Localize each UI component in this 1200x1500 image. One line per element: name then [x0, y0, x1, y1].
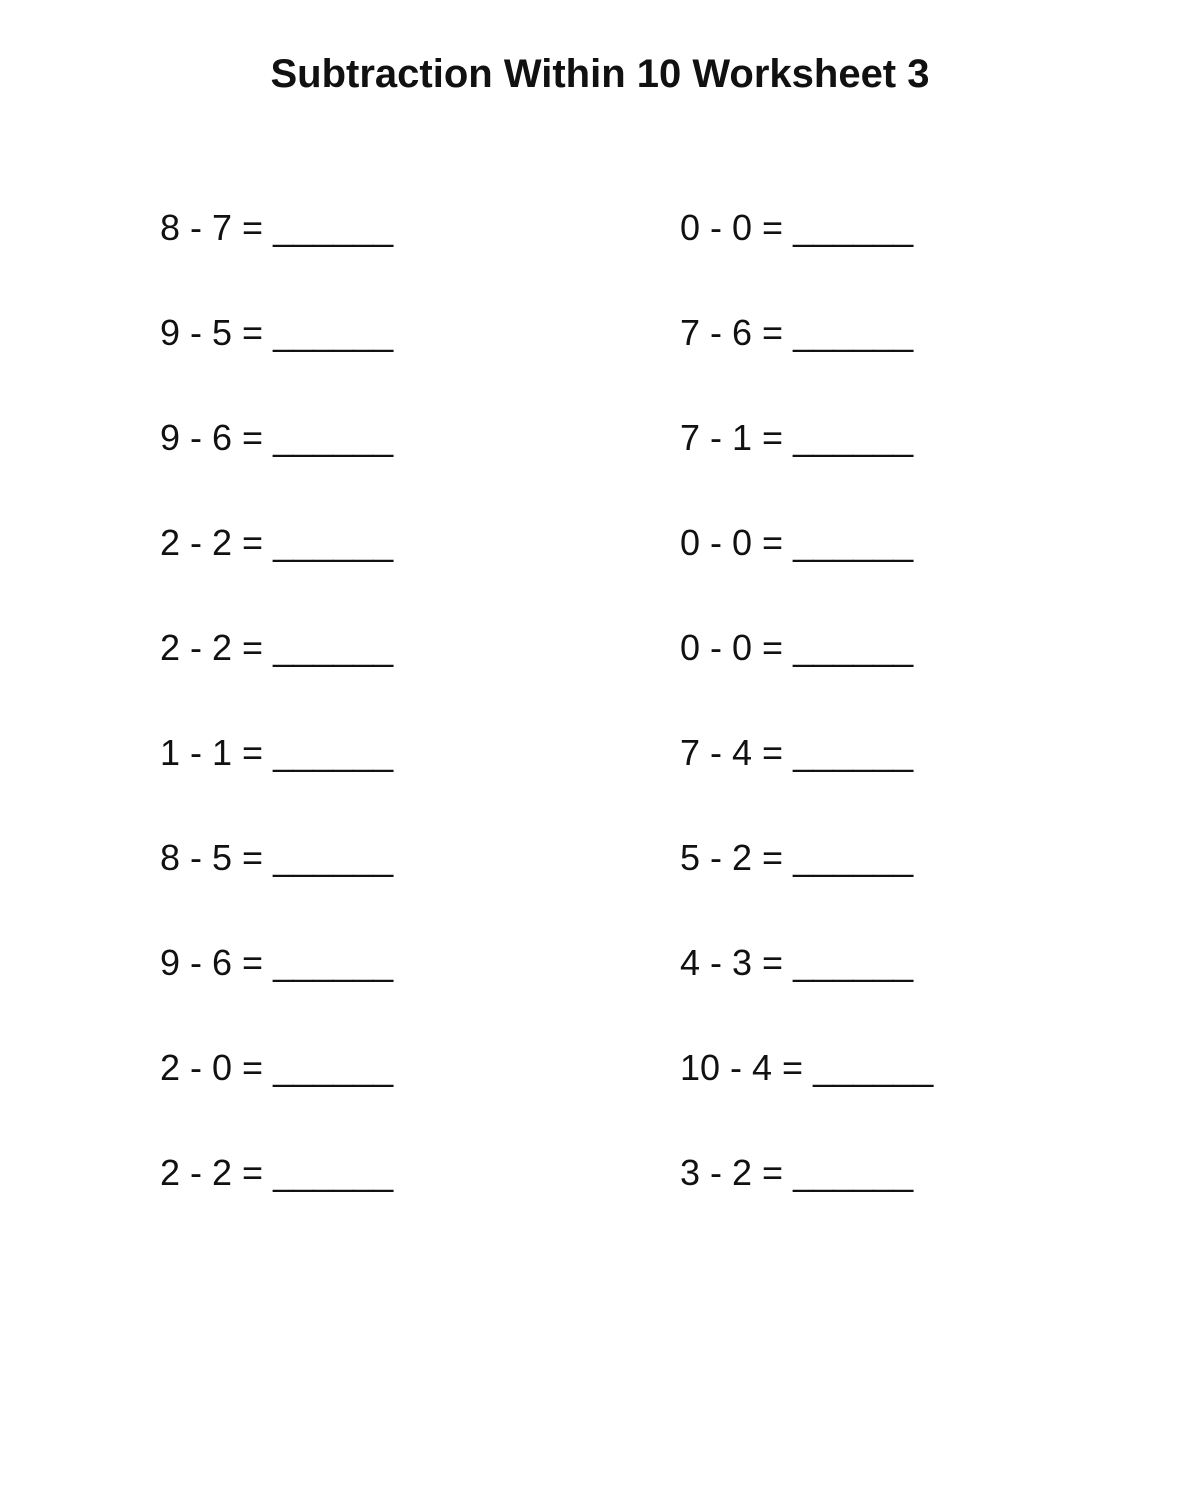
problem: 9 - 5 = ______ [160, 312, 394, 353]
problem: 7 - 1 = ______ [680, 417, 914, 458]
problem: 10 - 4 = ______ [680, 1047, 934, 1088]
problem: 2 - 2 = ______ [160, 522, 394, 563]
problem: 0 - 0 = ______ [680, 627, 914, 668]
problem: 7 - 6 = ______ [680, 312, 914, 353]
problem: 5 - 2 = ______ [680, 837, 914, 878]
problem: 2 - 2 = ______ [160, 1152, 394, 1193]
problem: 4 - 3 = ______ [680, 942, 914, 983]
problem: 9 - 6 = ______ [160, 417, 394, 458]
problem: 0 - 0 = ______ [680, 207, 914, 248]
problem: 3 - 2 = ______ [680, 1152, 914, 1193]
problem: 7 - 4 = ______ [680, 732, 914, 773]
problem: 8 - 5 = ______ [160, 837, 394, 878]
problem: 9 - 6 = ______ [160, 942, 394, 983]
left-problem-column [160, 200, 580, 1250]
problem: 2 - 2 = ______ [160, 627, 394, 668]
right-problem-column [680, 200, 1100, 1250]
worksheet-title: Subtraction Within 10 Worksheet 3 [270, 52, 930, 96]
problem: 1 - 1 = ______ [160, 732, 394, 773]
problem: 8 - 7 = ______ [160, 207, 394, 248]
problem: 0 - 0 = ______ [680, 522, 914, 563]
problem: 2 - 0 = ______ [160, 1047, 394, 1088]
